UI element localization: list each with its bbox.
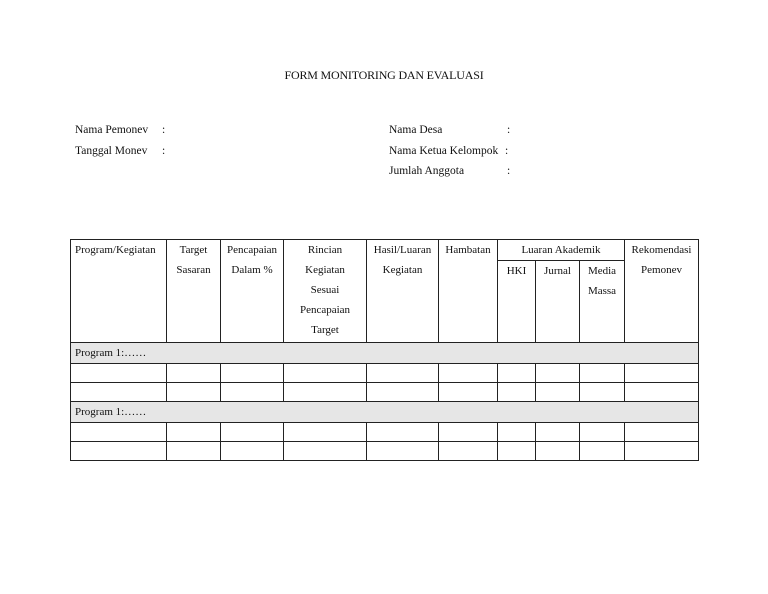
header-rincian-line1: Rincian [307, 244, 343, 256]
table-row [71, 442, 699, 461]
table-cell [221, 383, 284, 402]
colon-nama-desa: : [507, 124, 511, 136]
header-rekomendasi-line2: Pemonev [641, 264, 682, 276]
form-title: FORM MONITORING DAN EVALUASI [284, 68, 484, 82]
header-jurnal-text: Jurnal [544, 265, 571, 277]
table-cell [536, 364, 580, 383]
header-pencapaian [221, 240, 284, 343]
header-hasil-line1: Hasil/Luaran [373, 244, 432, 256]
table-cell [71, 364, 167, 383]
table-cell [536, 383, 580, 402]
table-cell [625, 442, 699, 461]
header-rekomendasi [625, 240, 699, 343]
program-row [71, 343, 699, 364]
table-cell [625, 423, 699, 442]
table-cell [367, 383, 439, 402]
table-cell [367, 442, 439, 461]
header-rincian-line2: Kegiatan [305, 264, 345, 276]
table-cell [580, 364, 625, 383]
table-cell [625, 364, 699, 383]
table-cell [498, 423, 536, 442]
label-nama-desa: Nama Desa [389, 124, 443, 136]
table-cell [498, 383, 536, 402]
table-cell [439, 383, 498, 402]
table-row [71, 423, 699, 442]
table-cell [284, 383, 367, 402]
program-row-label: Program 1:…… [71, 402, 699, 423]
header-rincian-kegiatan [284, 240, 367, 343]
header-rincian-line5: Target [311, 324, 339, 336]
table-cell [221, 442, 284, 461]
table-cell [221, 364, 284, 383]
table-cell [284, 442, 367, 461]
header-jurnal [536, 261, 580, 343]
header-hki [498, 261, 536, 343]
header-luaran-akademik [498, 240, 625, 261]
table-cell [625, 383, 699, 402]
header-target-line2: Sasaran [176, 264, 211, 276]
header-rekomendasi-line1: Rekomendasi [631, 244, 692, 256]
header-hambatan-text: Hambatan [445, 244, 491, 256]
table-cell [439, 423, 498, 442]
header-pencapaian-line1: Pencapaian [226, 244, 278, 256]
table-header-row [71, 240, 699, 261]
label-tanggal-monev: Tanggal Monev [75, 145, 148, 157]
table-cell [439, 442, 498, 461]
header-program-kegiatan-text: Program/Kegiatan [75, 244, 156, 256]
table-row [71, 364, 699, 383]
label-nama-ketua-kelompok: Nama Ketua Kelompok [389, 145, 499, 157]
table-cell [439, 364, 498, 383]
table-cell [167, 364, 221, 383]
table-cell [580, 442, 625, 461]
colon-nama-pemonev: : [162, 124, 166, 136]
table-cell [498, 364, 536, 383]
header-target-sasaran [167, 240, 221, 343]
label-nama-pemonev: Nama Pemonev [75, 124, 149, 136]
table-cell [167, 442, 221, 461]
table-cell [284, 364, 367, 383]
label-jumlah-anggota: Jumlah Anggota [389, 165, 465, 177]
header-rincian-line3: Sesuai [310, 284, 340, 296]
header-media-line1: Media [587, 265, 617, 277]
table-cell [536, 442, 580, 461]
table-cell [367, 364, 439, 383]
header-hambatan [439, 240, 498, 343]
program-row-label: Program 1:…… [71, 343, 699, 364]
header-rincian-line4: Pencapaian [299, 304, 351, 316]
header-target-line1: Target [179, 244, 208, 256]
table-cell [536, 423, 580, 442]
table-cell [498, 442, 536, 461]
table-cell [580, 423, 625, 442]
header-program-kegiatan [71, 240, 167, 343]
header-media-massa [580, 261, 625, 343]
table-cell [167, 423, 221, 442]
program-row [71, 402, 699, 423]
colon-jumlah-anggota: : [507, 165, 511, 177]
table-cell [71, 423, 167, 442]
monev-table [70, 239, 699, 461]
header-media-line2: Massa [587, 285, 617, 297]
header-luaran-akademik-text: Luaran Akademik [521, 244, 601, 256]
table-cell [284, 423, 367, 442]
colon-tanggal-monev: : [162, 145, 166, 157]
table-cell [367, 423, 439, 442]
colon-nama-ketua-kelompok: : [505, 145, 509, 157]
table-cell [580, 383, 625, 402]
header-hasil-line2: Kegiatan [382, 264, 423, 276]
table-cell [167, 383, 221, 402]
table-cell [71, 442, 167, 461]
table-row [71, 383, 699, 402]
header-hasil-luaran [367, 240, 439, 343]
table-cell [71, 383, 167, 402]
table-cell [221, 423, 284, 442]
header-pencapaian-line2: Dalam % [231, 264, 273, 276]
header-hki-text: HKI [506, 265, 527, 277]
